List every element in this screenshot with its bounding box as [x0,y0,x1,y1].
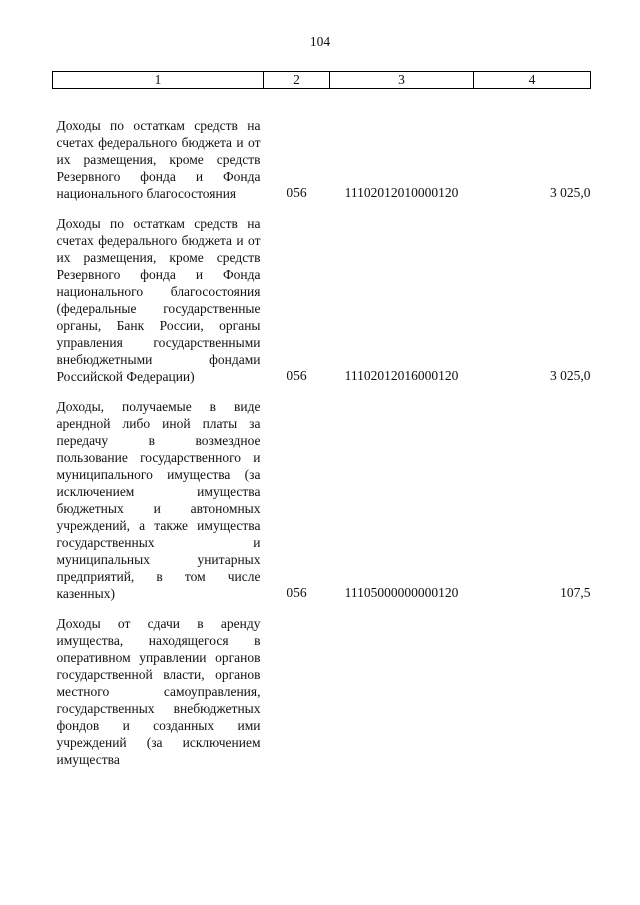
revenue-amount [474,602,591,768]
revenue-description: Доходы от сдачи в аренду имущества, находящегося в оперативном управлении органов государственной власти, органов местного самоуправления, государственных внебюджетных фондов и созданных ими учреждений (за исключением имущества [56,616,261,767]
administrator-code: 056 [286,368,307,383]
revenue-description: Доходы по остаткам средств на счетах федерального бюджета и от их размещения, кроме средств Резервного фонда и Фонда национального благосостояния (федеральные государственные органы, Банк России, органы управления государственными внебюджетными фондами Российской Федерации) [56,216,261,384]
budget-revenue-table [52,71,591,768]
revenue-description: Доходы по остаткам средств на счетах федерального бюджета и от их размещения, кроме средств Резервного фонда и Фонда национального благосостояния [56,118,261,201]
page-number: 104 [309,34,331,49]
table-row [53,202,591,385]
table-row [53,385,591,602]
table-row [53,89,591,203]
header-col-1: 1 [53,72,264,89]
header-col-4: 4 [474,72,591,89]
header-col-3: 3 [330,72,474,89]
administrator-code: 056 [286,185,307,200]
header-col-2: 2 [264,72,330,89]
budget-classification-code: 11105000000000120 [344,585,459,600]
revenue-amount: 3 025,0 [550,368,591,383]
revenue-description: Доходы, получаемые в виде арендной либо иной платы за передачу в возмездное пользование государственного и муниципального имущества (за исключением имущества бюджетных и автономных учреждений, а также имущества государственных и муниципальных унитарных предприятий, в том числе казенных) [56,399,261,601]
table-row [53,602,591,768]
revenue-amount: 107,5 [560,585,591,600]
budget-classification-code: 11102012016000120 [344,368,459,383]
budget-classification-code: 11102012010000120 [344,185,459,200]
revenue-amount: 3 025,0 [550,185,591,200]
administrator-code: 056 [286,585,307,600]
table-header-row [53,72,591,89]
administrator-code [264,602,330,768]
budget-classification-code [330,602,474,768]
